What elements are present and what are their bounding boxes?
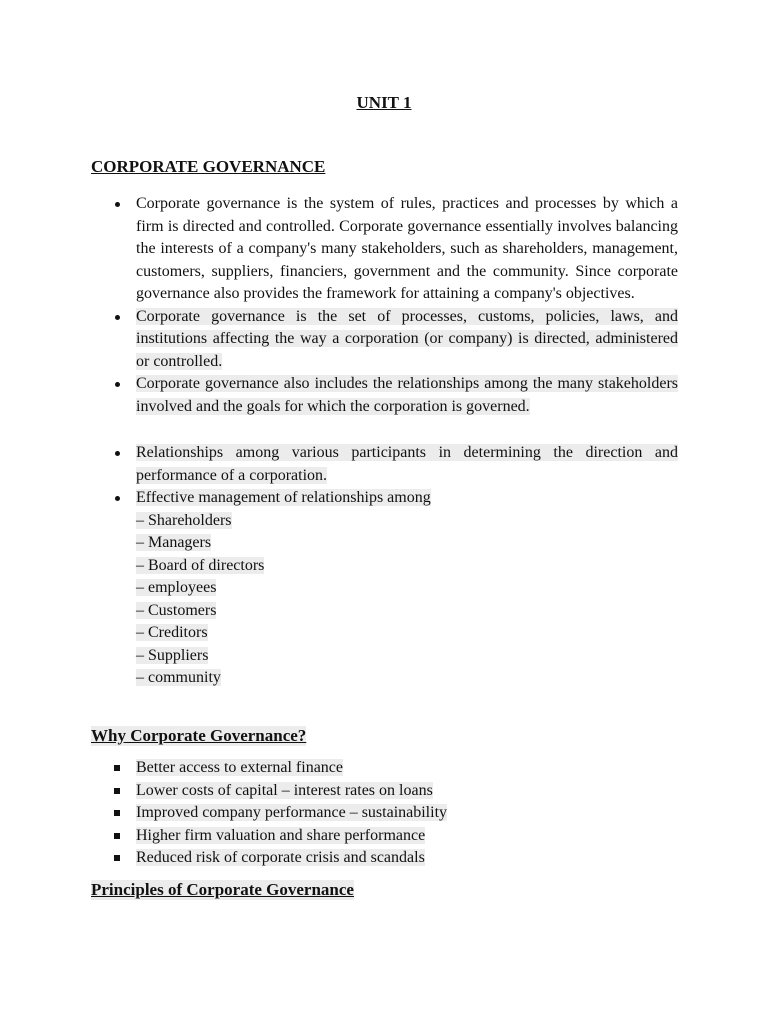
- list-item-text: Lower costs of capital – interest rates on loans: [136, 781, 433, 799]
- list-item: [136, 802, 447, 825]
- list-item: [136, 847, 447, 870]
- list-item: [136, 306, 678, 374]
- list-item: [136, 487, 678, 690]
- stakeholder-item: – Creditors: [136, 624, 208, 641]
- square-bullet-icon: [114, 833, 120, 839]
- square-bullet-icon: [114, 765, 120, 771]
- list-item-text: Reduced risk of corporate crisis and scandals: [136, 849, 425, 866]
- list-item-text: Better access to external finance: [136, 759, 343, 776]
- corporate-governance-bullet-list: [136, 193, 678, 690]
- bullet-dot-icon: [115, 451, 120, 456]
- stakeholder-item: – Shareholders: [136, 511, 232, 529]
- list-item: [136, 373, 678, 418]
- section-title-why-corporate-governance: Why Corporate Governance?: [91, 726, 307, 745]
- unit-title: UNIT 1: [356, 93, 412, 112]
- stakeholder-item: – Customers: [136, 601, 217, 619]
- list-item: [136, 825, 447, 848]
- list-item-text: Corporate governance is the system of rules, practices and processes by which a firm is directed and controlled. Corporate governance essentially involves balancing the interests of a company's many stakeholders, such as shareholders, management, customers, suppliers, financiers, government and the community. Since corporate governance also provides the framework for attaining a company's objectives.: [136, 195, 678, 302]
- stakeholder-item: – community: [136, 669, 221, 686]
- section-title-principles: Principles of Corporate Governance: [91, 880, 354, 899]
- list-item: [136, 780, 447, 803]
- spacer: [136, 418, 678, 442]
- bullet-dot-icon: [115, 315, 120, 320]
- stakeholder-item: – Managers: [136, 534, 212, 551]
- stakeholder-item: – employees: [136, 579, 217, 596]
- stakeholder-item: – Suppliers: [136, 646, 209, 664]
- list-item-text: Improved company performance – sustainability: [136, 804, 448, 821]
- stakeholder-item: – Board of directors: [136, 556, 265, 574]
- square-bullet-icon: [114, 788, 120, 794]
- list-item-text: Relationships among various participants in determining the direction and performance of a corporation.: [136, 444, 678, 484]
- list-item: [136, 442, 678, 487]
- list-item-text: Higher firm valuation and share performance: [136, 826, 426, 844]
- why-corporate-governance-list: [136, 757, 447, 870]
- list-item: [136, 193, 678, 306]
- bullet-dot-icon: [115, 202, 120, 207]
- bullet-dot-icon: [115, 496, 120, 501]
- list-item-text: Corporate governance also includes the relationships among the many stakeholders involved and the goals for which the corporation is governed.: [136, 375, 678, 415]
- list-item-text: Corporate governance is the set of processes, customs, policies, laws, and institutions affecting the way a corporation (or company) is directed, administered or controlled.: [136, 307, 678, 370]
- square-bullet-icon: [114, 810, 120, 816]
- list-item-text: Effective management of relationships among: [136, 489, 431, 506]
- square-bullet-icon: [114, 855, 120, 861]
- bullet-dot-icon: [115, 382, 120, 387]
- list-item: [136, 757, 447, 780]
- section-title-corporate-governance: CORPORATE GOVERNANCE: [91, 157, 326, 176]
